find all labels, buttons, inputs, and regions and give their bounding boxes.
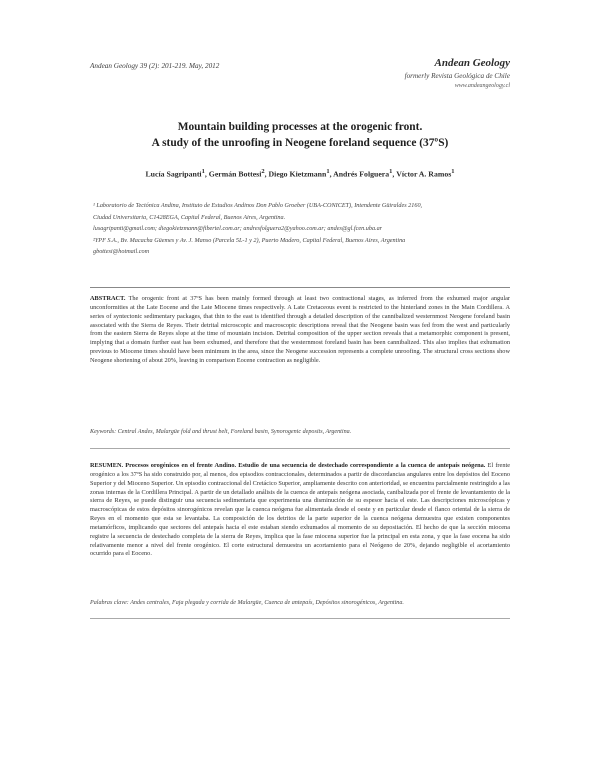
- author-name: Lucía Sagripanti: [145, 169, 202, 179]
- journal-url[interactable]: www.andeangeology.cl: [454, 83, 510, 89]
- palabras-label: Palabras clave:: [90, 600, 129, 606]
- abstract-label: ABSTRACT.: [90, 295, 126, 302]
- author-affiliation-mark: 2: [261, 168, 265, 175]
- author-name: Víctor A. Ramos: [396, 169, 452, 179]
- author-name: Germán Bottesi: [208, 169, 262, 179]
- author-name: Diego Kietzmann: [268, 169, 327, 179]
- title-line-2: A study of the unroofing in Neogene foreland sequence (37ºS): [151, 137, 449, 149]
- journal-name: Andean Geology: [434, 57, 510, 69]
- divider: [90, 287, 510, 288]
- author-list: Lucía Sagripanti$^1$, Germán Bottesi$^2$, Diego Kietzmann$^1$, Andrés Folguera$^1$, Víctor A. Ramos$^1$: [145, 168, 455, 179]
- resumen-text: El frente orogénico a los 37ºS ha sido construido por, al menos, dos episodios contraccionales, determinados a partir de discordancias angulares entre los depósitos del Eoceno Superior y del Mioceno Superior. Un episodio contraccional del Cretácico Superior, ampliamente descrito con anterioridad, se encuentra parcialmente restringido a las zonas internas de la Cordillera Principal. A partir de un detallado análisis de la cuenca de antepaís neógena asociada, canibalizada por el frente de levantamiento de la sierra de Reyes, se puede distinguir una secuencia sedimentaria que experimenta una disminución de su espesor hacia el este. Las descripciones microscópicas y macroscópicas de estos depósitos sinorogénicos revelan que la cuenca neógena fue alimentada desde el oeste y en particular desde el flanco oriental de la sierra de Reyes en el momento que esta se levantaba. La composición de los detritos de la parte superior de la cuenca neógena demuestra que existen componentes metamórficos, implicando que sectores del antepaís hacia el este estaban siendo exhumados al momento de su depositación. El hecho de que la sección miocena registre la secuencia de destechado completa de la sierra de Reyes, implica que la fase miocena superior fue la principal en esta zona, y que la fase eocena ha sido relativamente menor a nivel del frente orogénico. El corte estructural demuestra un acortamiento para el Neógeno de 20%, dejando negligible el acortamiento ocurrido para el Eoceno.: [90, 462, 511, 558]
- author-affiliation-mark: 1: [201, 168, 205, 175]
- divider: [90, 618, 510, 619]
- palabras-clave: [90, 600, 510, 606]
- journal-former-name: formerly Revista Geológica de Chile: [404, 72, 510, 80]
- abstract: [90, 295, 510, 366]
- abstract-text: The orogenic front at 37ºS has been mainly formed through at least two contractional stages, as inferred from the exhumed major angular unconformities at the Late Eocene and the Late Miocene times respectively. A Late Cretaceous event is restricted to the hinterland zones in the Main Cordillera. A series of syntectonic sedimentary packages, that thin to the east is identified through a detailed description of the cannibalized westernmost Neogene foreland basin associated with the Sierra de Reyes. Their detrital microscopic and macroscopic descriptions reveal that the Neogene basin was fed from the west and particularly from the eastern Sierra de Reyes slope at the time of mountain incision. Detrital composition of the upper section reveals that a metamorphic component is present, implying that a domain further east has been exhumed, and therefore that the westernmost foreland basin has been cannibalized. This also implies that exhumation previous to Miocene times should have been minimum in the area, since the Neogene succession represents a complete unroofing. The structural cross sections show Neogene shortening of about 20%, leaving in comparison Eocene contraction as negligible.: [90, 295, 510, 364]
- author-affiliation-mark: 1: [451, 168, 455, 175]
- divider: [90, 448, 510, 449]
- affiliation-2-line-1: ²YPF S.A., Bv. Macacha Güemes y Av. J. Manso (Parcela 5L-1 y 2), Puerto Madero, Capital Federal, Buenos Aires, Argentina: [93, 236, 406, 244]
- affiliation-2-email[interactable]: gbottesi@hotmail.com: [93, 248, 150, 255]
- journal-citation: Andean Geology 39 (2): 201-219. May, 2012: [90, 62, 220, 70]
- keywords-label: Keywords:: [90, 429, 117, 435]
- keywords: [90, 429, 510, 435]
- affiliation-1-line-2: Ciudad Universitaria, C1428EGA, Capital Federal, Buenos Aires, Argentina.: [93, 213, 286, 221]
- affiliation-1-line-1: ¹ Laboratorio de Tectónica Andina, Instituto de Estudios Andinos Don Pablo Groeber (UBA-CONICET), Intendente Güiraldes 2160,: [93, 202, 423, 209]
- journal-masthead: [405, 57, 510, 89]
- title-line-1: Mountain building processes at the orogenic front.: [177, 121, 423, 133]
- author-name: Andrés Folguera: [333, 169, 390, 179]
- resumen-label: RESUMEN.: [90, 462, 124, 469]
- author-affiliation-mark: 1: [389, 168, 393, 175]
- keywords-text: Central Andes, Malargüe fold and thrust belt, Foreland basin, Synorogenic deposits, Argentina.: [117, 429, 352, 435]
- palabras-text: Andes centrales, Faja plegada y corrida de Malargüe, Cuenca de antepaís, Depósitos sinorogénicos, Argentina.: [130, 600, 404, 606]
- affiliations: [93, 200, 514, 258]
- resumen-heading: Procesos orogénicos en el frente Andino. Estudio de una secuencia de destechado correspondiente a la cuenca de antepaís neógena.: [125, 462, 486, 469]
- affiliation-1-emails[interactable]: lusagripanti@gmail.com; diegokietzmann@fibertel.com.ar; andresfolguera2@yahoo.com.ar; andes@gl.fcen.uba.ar: [93, 225, 383, 232]
- author-affiliation-mark: 1: [326, 168, 330, 175]
- article-title: [90, 119, 510, 151]
- resumen: [90, 462, 510, 559]
